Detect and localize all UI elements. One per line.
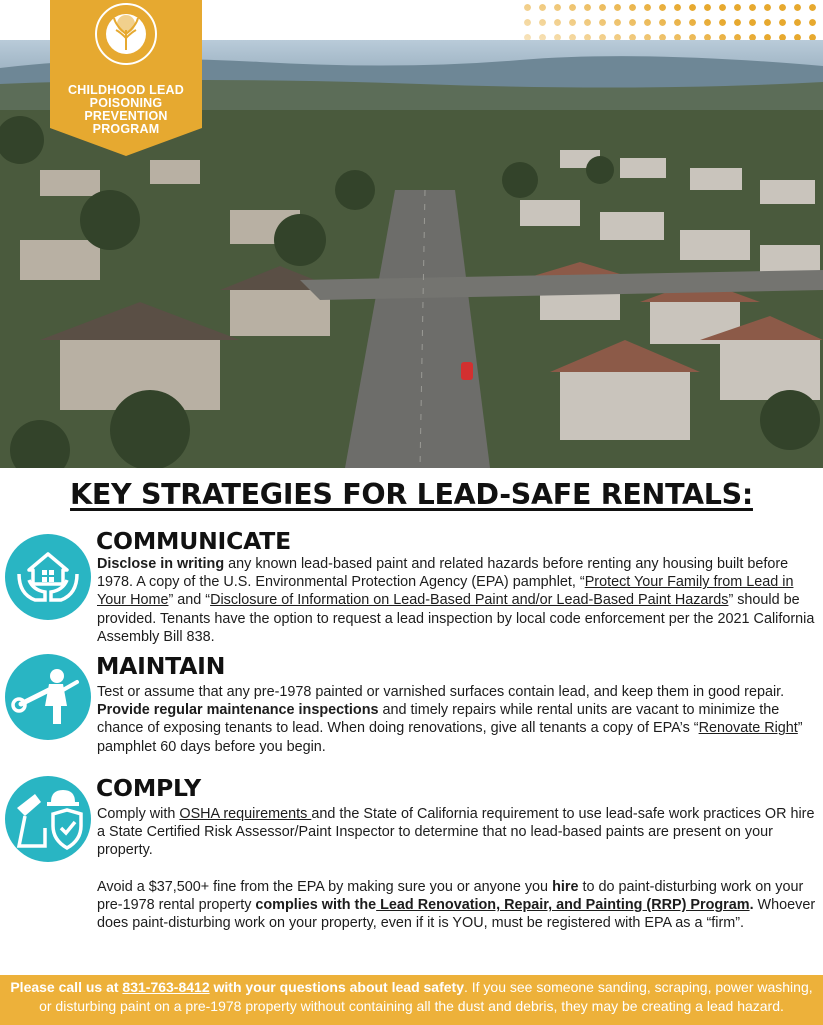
house-in-hands-icon: [5, 534, 91, 620]
communicate-title: COMMUNICATE: [96, 527, 291, 555]
main-heading: KEY STRATEGIES FOR LEAD-SAFE RENTALS:: [70, 478, 753, 511]
comply-p2-text-2: to do paint-disturbing work on your pre-1978 rental property: [97, 879, 804, 914]
maintain-text-1: Test or assume that any pre-1978 painted or varnished surfaces contain lead, and keep them in good repair.: [97, 684, 785, 700]
communicate-emphasis: Disclose in writing: [97, 556, 225, 572]
program-name-line-1: CHILDHOOD LEAD: [68, 83, 184, 97]
comply-p2-hire: hire: [552, 879, 579, 895]
footer-question-text: with your questions about lead safety: [209, 979, 464, 995]
communicate-text-2: ” and “: [168, 592, 211, 609]
maintain-emphasis: Provide regular maintenance inspections: [97, 702, 379, 719]
comply-text-1: Comply with: [97, 806, 180, 822]
comply-body-2: [97, 878, 820, 933]
footer-call-text: Please call us at: [10, 979, 123, 995]
comply-p2-text-1: Avoid a $37,500+ fine from the EPA by making sure you or anyone you: [97, 879, 553, 895]
osha-requirements-link[interactable]: OSHA requirements: [179, 806, 312, 822]
comply-p2-period: .: [749, 897, 754, 914]
worker-wrench-icon: [5, 654, 91, 740]
comply-p2-emphasis: complies with the: [255, 897, 377, 914]
program-badge: [50, 0, 202, 156]
maintain-text-3: ” pamphlet 60 days before you begin.: [97, 720, 803, 755]
program-name-line-2: POISONING: [89, 96, 163, 110]
renovate-right-link[interactable]: Renovate Right: [698, 720, 798, 737]
communicate-text-1: any known lead-based paint and related hazards before renting any housing built before 1978. A copy of the U.S. Environmental Protection Agency (EPA) pamphlet, “: [97, 556, 789, 591]
hardhat-shield-icon: [5, 776, 91, 862]
footer-warning-text: . If you see someone sanding, scraping, power washing, or disturbing paint on a pre-1978 property without containing all the dust and debris, they may be creating a lead hazard.: [39, 979, 813, 1014]
disclosure-information-link[interactable]: Disclosure of Information on Lead-Based Paint and/or Lead-Based Paint Hazards: [210, 592, 729, 609]
program-name-line-3: PREVENTION PROGRAM: [84, 109, 168, 136]
maintain-text-2: and timely repairs while rental units are vacant to minimize the chance of exposing tenants to lead. When doing renovations, give all tenants a copy of EPA’s “: [97, 702, 780, 737]
phone-link[interactable]: 831-763-8412: [122, 979, 210, 995]
communicate-body: [97, 555, 820, 646]
comply-title: COMPLY: [96, 774, 201, 802]
comply-body-1: [97, 805, 820, 860]
program-name: [50, 84, 202, 136]
maintain-body: [97, 683, 820, 756]
communicate-text-3: ” should be provided. Tenants have the option to request a lead inspection by local code enforcement per the 2021 California Assembly Bill 838.: [97, 592, 815, 645]
rrp-program-link[interactable]: Lead Renovation, Repair, and Painting (RRP) Program: [376, 897, 750, 914]
comply-p2-text-3: Whoever does paint-disturbing work on your property, even if it is YOU, must be registered with EPA as a “firm”.: [97, 897, 816, 932]
comply-text-2: and the State of California requirement to use lead-safe work practices OR hire a State Certified Risk Assessor/Paint Inspector to determine that no lead-based paints are present on your property.: [97, 806, 815, 859]
footer-banner: [0, 975, 823, 1025]
maintain-title: MAINTAIN: [96, 652, 226, 680]
protect-your-family-link[interactable]: Protect Your Family from Lead in Your Home: [97, 574, 794, 609]
